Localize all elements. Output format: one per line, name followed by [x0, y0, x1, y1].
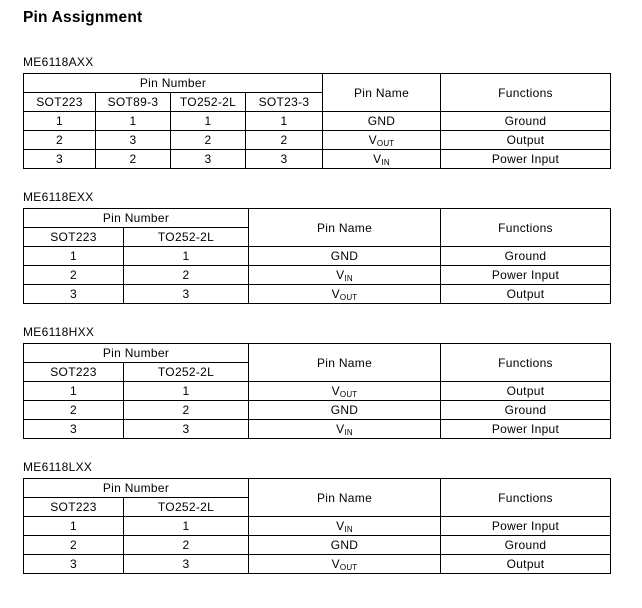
pin-row [24, 382, 611, 401]
pin-number-cell: 1 [124, 517, 249, 536]
pin-name-text: GND [330, 249, 359, 263]
package-header-cell: SOT223 [24, 93, 96, 112]
functions-header: Functions [441, 344, 611, 382]
pin-number-cell: 3 [24, 420, 124, 439]
header-row [24, 209, 611, 228]
pin-name-subscript: IN [344, 274, 353, 283]
function-cell: Output [441, 131, 611, 150]
pin-name-header: Pin Name [249, 479, 441, 517]
package-header-cell: TO252-2L [124, 498, 249, 517]
pin-number-cell: 1 [171, 112, 246, 131]
pin-name-cell [323, 112, 441, 131]
pin-number-cell: 3 [246, 150, 323, 169]
pin-row [24, 247, 611, 266]
functions-header: Functions [441, 74, 611, 112]
pin-number-cell: 2 [24, 131, 96, 150]
header-row [24, 344, 611, 363]
pin-name-cell [323, 131, 441, 150]
pin-name-text: V [368, 133, 377, 147]
functions-header: Functions [441, 479, 611, 517]
pin-number-cell: 1 [24, 112, 96, 131]
pin-name-text: GND [330, 538, 359, 552]
pin-name-cell [323, 150, 441, 169]
pin-name-subscript: IN [344, 428, 353, 437]
functions-header: Functions [441, 209, 611, 247]
pin-name-text: V [331, 384, 340, 398]
table-label: ME6118EXX [23, 190, 94, 204]
package-header-cell: SOT223 [24, 363, 124, 382]
pin-name-subscript: OUT [339, 563, 358, 572]
pin-row [24, 266, 611, 285]
pin-assignment-table [23, 208, 611, 304]
pin-number-cell: 2 [24, 536, 124, 555]
function-cell: Power Input [441, 266, 611, 285]
pin-name-header: Pin Name [249, 344, 441, 382]
pin-number-cell: 1 [24, 382, 124, 401]
pin-number-cell: 2 [24, 266, 124, 285]
pin-name-subscript: OUT [339, 293, 358, 302]
table-section [23, 191, 642, 304]
pin-row [24, 555, 611, 574]
table-label: ME6118AXX [23, 55, 94, 69]
pin-number-cell: 3 [171, 150, 246, 169]
pin-name-text: V [331, 287, 340, 301]
header-row [24, 479, 611, 498]
function-cell: Output [441, 382, 611, 401]
tables-container [23, 56, 642, 574]
pin-number-cell: 3 [24, 555, 124, 574]
package-header-cell: TO252-2L [124, 228, 249, 247]
pin-assignment-table [23, 73, 611, 169]
pin-name-header: Pin Name [249, 209, 441, 247]
pin-number-cell: 3 [24, 150, 96, 169]
pin-number-header: Pin Number [24, 479, 249, 498]
pin-name-cell [249, 401, 441, 420]
pin-assignment-table [23, 343, 611, 439]
pin-name-subscript: OUT [339, 390, 358, 399]
table-section [23, 326, 642, 439]
pin-row [24, 112, 611, 131]
pin-name-text: V [336, 268, 345, 282]
pin-number-cell: 3 [24, 285, 124, 304]
pin-number-cell: 3 [124, 420, 249, 439]
table-label: ME6118LXX [23, 460, 93, 474]
pin-name-text: V [373, 152, 382, 166]
pin-number-cell: 1 [246, 112, 323, 131]
pin-number-cell: 2 [124, 536, 249, 555]
pin-name-text: V [331, 557, 340, 571]
package-header-cell: SOT223 [24, 498, 124, 517]
table-section [23, 56, 642, 169]
pin-number-cell: 2 [124, 266, 249, 285]
pin-name-header: Pin Name [323, 74, 441, 112]
pin-number-cell: 2 [124, 401, 249, 420]
pin-number-cell: 2 [24, 401, 124, 420]
pin-name-text: V [336, 422, 345, 436]
function-cell: Ground [441, 401, 611, 420]
pin-name-cell [249, 285, 441, 304]
function-cell: Power Input [441, 150, 611, 169]
package-header-cell: SOT89-3 [96, 93, 171, 112]
pin-row [24, 517, 611, 536]
function-cell: Ground [441, 112, 611, 131]
pin-number-header: Pin Number [24, 344, 249, 363]
pin-row [24, 131, 611, 150]
pin-name-cell [249, 266, 441, 285]
pin-number-cell: 3 [124, 285, 249, 304]
page-title: Pin Assignment [23, 9, 143, 26]
function-cell: Output [441, 555, 611, 574]
pin-name-cell [249, 517, 441, 536]
pin-row [24, 285, 611, 304]
pin-number-header: Pin Number [24, 74, 323, 93]
pin-name-text: GND [367, 114, 396, 128]
pin-name-cell [249, 555, 441, 574]
function-cell: Power Input [441, 420, 611, 439]
table-label: ME6118HXX [23, 325, 95, 339]
pin-number-cell: 1 [24, 517, 124, 536]
pin-number-cell: 1 [96, 112, 171, 131]
pin-number-cell: 1 [124, 382, 249, 401]
pin-name-cell [249, 382, 441, 401]
function-cell: Ground [441, 247, 611, 266]
pin-name-subscript: IN [381, 158, 390, 167]
table-section [23, 461, 642, 574]
header-row [24, 74, 611, 93]
function-cell: Ground [441, 536, 611, 555]
pin-number-cell: 3 [124, 555, 249, 574]
package-header-cell: SOT23-3 [246, 93, 323, 112]
pin-row [24, 536, 611, 555]
package-header-cell: TO252-2L [124, 363, 249, 382]
function-cell: Output [441, 285, 611, 304]
pin-name-cell [249, 536, 441, 555]
pin-number-cell: 1 [124, 247, 249, 266]
pin-row [24, 150, 611, 169]
package-header-cell: TO252-2L [171, 93, 246, 112]
pin-number-cell: 2 [171, 131, 246, 150]
pin-name-cell [249, 420, 441, 439]
pin-name-subscript: IN [344, 525, 353, 534]
pin-name-text: GND [330, 403, 359, 417]
pin-number-cell: 3 [96, 131, 171, 150]
pin-row [24, 420, 611, 439]
pin-name-subscript: OUT [376, 139, 395, 148]
pin-assignment-table [23, 478, 611, 574]
pin-name-cell [249, 247, 441, 266]
function-cell: Power Input [441, 517, 611, 536]
pin-number-cell: 1 [24, 247, 124, 266]
pin-number-header: Pin Number [24, 209, 249, 228]
package-header-cell: SOT223 [24, 228, 124, 247]
pin-number-cell: 2 [96, 150, 171, 169]
pin-number-cell: 2 [246, 131, 323, 150]
pin-row [24, 401, 611, 420]
pin-name-text: V [336, 519, 345, 533]
